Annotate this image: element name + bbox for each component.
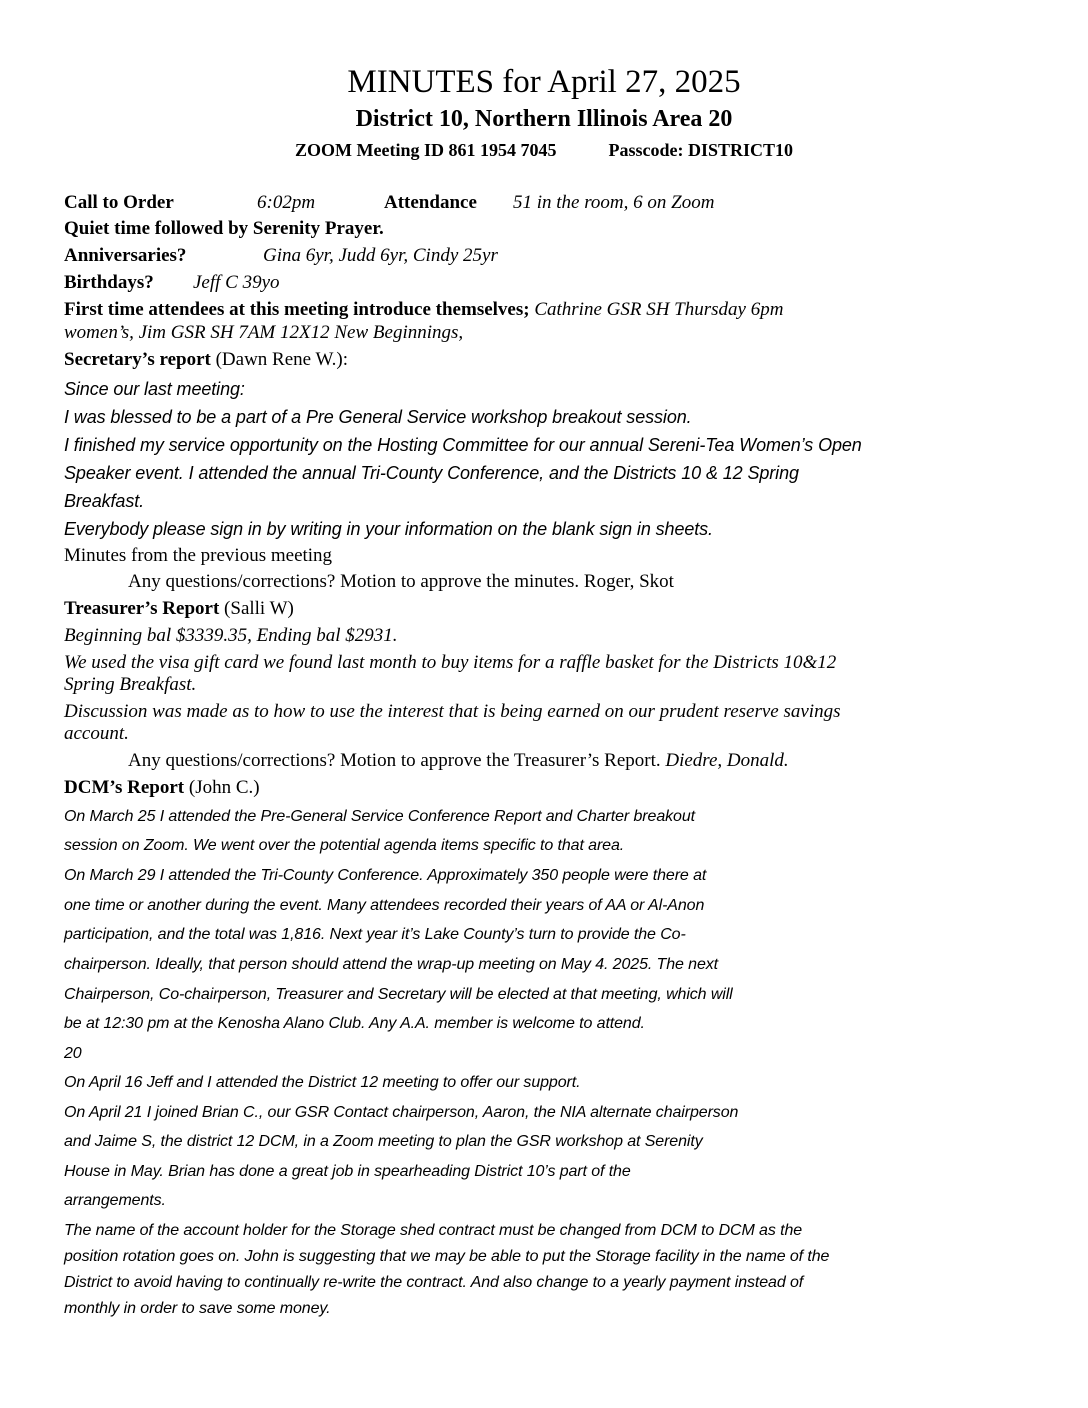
call-to-order-time: 6:02pm — [257, 192, 316, 213]
dcm-closing-line: The name of the account holder for the Storage shed contract must be changed from DCM to DCM as the — [64, 1222, 803, 1239]
zoom-passcode: Passcode: DISTRICT10 — [608, 140, 793, 160]
dcm-line: and Jaime S, the district 12 DCM, in a Zoom meeting to plan the GSR workshop at Serenity — [64, 1133, 703, 1150]
dcm-line: be at 12:30 pm at the Kenosha Alano Club. Any A.A. member is welcome to attend. — [64, 1015, 645, 1032]
secretary-line: I finished my service opportunity on the Hosting Committee for our annual Sereni-Tea Women’s Open — [64, 435, 862, 455]
dcm-closing-line: position rotation goes on. John is suggesting that we may be able to put the Storage facility in the name of the — [64, 1248, 830, 1265]
minutes-motion: Any questions/corrections? Motion to approve the minutes. Roger, Skot — [128, 571, 674, 592]
treasurer-motion: Any questions/corrections? Motion to approve the Treasurer’s Report. — [128, 750, 661, 771]
secretary-line: I was blessed to be a part of a Pre General Service workshop breakout session. — [64, 407, 692, 427]
treasurer-line: We used the visa gift card we found last month to buy items for a raffle basket for the Districts 10&12 — [64, 652, 837, 673]
dcm-closing-line: District to avoid having to continually re-write the contract. And also change to a yearly payment instead of — [64, 1274, 804, 1291]
dcm-label: DCM’s Report — [64, 777, 185, 798]
page-title: MINUTES for April 27, 2025 — [347, 64, 741, 100]
secretary-name: (Dawn Rene W.): — [215, 349, 349, 370]
treasurer-line: Discussion was made as to how to use the interest that is being earned on our prudent reserve savings — [64, 701, 841, 722]
dcm-line: participation, and the total was 1,816. Next year it’s Lake County’s turn to provide the Co- — [64, 926, 686, 943]
dcm-line: arrangements. — [64, 1192, 166, 1209]
dcm-line: On April 21 I joined Brian C., our GSR Contact chairperson, Aaron, the NIA alternate chairperson — [64, 1104, 739, 1121]
treasurer-motion-names: Diedre, Donald. — [665, 750, 789, 771]
zoom-meeting-id: ZOOM Meeting ID 861 1954 7045 — [294, 140, 557, 160]
dcm-line: 20 — [64, 1045, 82, 1062]
treasurer-line: Spring Breakfast. — [64, 674, 197, 695]
first-time-line — [64, 298, 783, 322]
attendance-value: 51 in the room, 6 on Zoom — [513, 192, 715, 213]
treasurer-label: Treasurer’s Report — [64, 598, 220, 619]
treasurer-heading — [64, 597, 294, 621]
dcm-closing-line: monthly in order to save some money. — [64, 1300, 331, 1317]
treasurer-name: (Salli W) — [224, 598, 294, 619]
dcm-line: On April 16 Jeff and I attended the District 12 meeting to offer our support. — [64, 1074, 581, 1091]
dcm-line: chairperson. Ideally, that person should attend the wrap-up meeting on May 4. 2025. The next — [64, 956, 719, 973]
zoom-info — [0, 138, 1088, 162]
call-to-order-label: Call to Order — [64, 192, 174, 213]
attendance-label: Attendance — [384, 192, 477, 213]
treasurer-line: Beginning bal $3339.35, Ending bal $2931. — [64, 625, 398, 646]
first-time-label: First time attendees at this meeting introduce themselves; — [64, 299, 530, 320]
minutes-label: Minutes from the previous meeting — [64, 545, 333, 566]
birthdays-value: Jeff C 39yo — [193, 272, 280, 293]
treasurer-line: account. — [64, 723, 129, 744]
secretary-heading — [64, 348, 348, 372]
page-subtitle: District 10, Northern Illinois Area 20 — [355, 106, 733, 132]
dcm-heading — [64, 776, 260, 800]
dcm-line: one time or another during the event. Many attendees recorded their years of AA or Al-Anon — [64, 897, 705, 914]
secretary-line: Everybody please sign in by writing in your information on the blank sign in sheets. — [64, 519, 713, 539]
secretary-line: Speaker event. I attended the annual Tri-County Conference, and the Districts 10 & 12 Spring — [64, 463, 799, 483]
anniversaries-value: Gina 6yr, Judd 6yr, Cindy 25yr — [263, 245, 498, 266]
secretary-line: Breakfast. — [64, 491, 145, 511]
dcm-line: On March 25 I attended the Pre-General Service Conference Report and Charter breakout — [64, 808, 695, 825]
anniversaries-label: Anniversaries? — [64, 245, 187, 266]
birthdays-label: Birthdays? — [64, 272, 154, 293]
dcm-line: session on Zoom. We went over the potential agenda items specific to that area. — [64, 837, 625, 854]
first-time-value-1: Cathrine GSR SH Thursday 6pm — [534, 299, 784, 320]
secretary-line: Since our last meeting: — [64, 379, 245, 399]
first-time-value-2: women’s, Jim GSR SH 7AM 12X12 New Beginnings, — [64, 322, 464, 343]
dcm-line: House in May. Brian has done a great job in spearheading District 10’s part of the — [64, 1163, 631, 1180]
dcm-name: (John C.) — [188, 777, 260, 798]
treasurer-motion-line — [128, 749, 789, 773]
secretary-label: Secretary’s report — [64, 349, 211, 370]
dcm-line: Chairperson, Co-chairperson, Treasurer and Secretary will be elected at that meeting, which will — [64, 986, 733, 1003]
quiet-time: Quiet time followed by Serenity Prayer. — [64, 218, 384, 239]
dcm-line: On March 29 I attended the Tri-County Conference. Approximately 350 people were there at — [64, 867, 707, 884]
